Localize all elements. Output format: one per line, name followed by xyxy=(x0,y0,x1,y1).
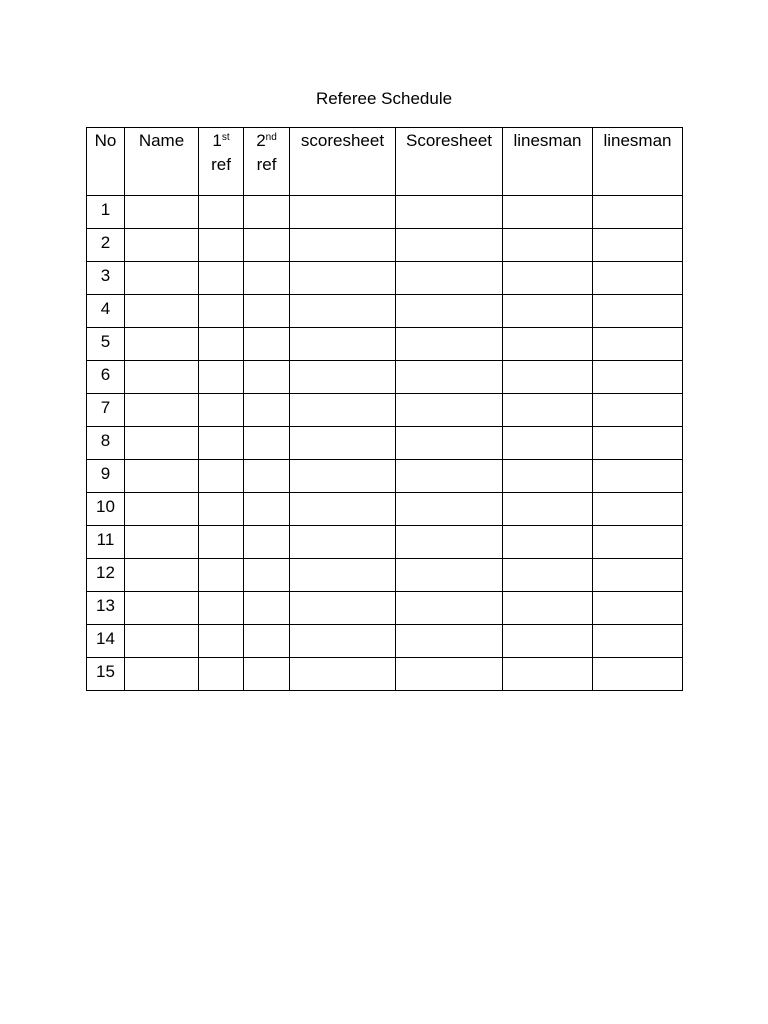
linesman-1-cell[interactable] xyxy=(503,394,593,427)
row-number: 3 xyxy=(87,262,125,295)
scoresheet-1-cell[interactable] xyxy=(290,559,396,592)
first-ref-cell[interactable] xyxy=(199,625,244,658)
table-row xyxy=(87,592,683,625)
linesman-2-cell[interactable] xyxy=(593,427,683,460)
scoresheet-2-cell[interactable] xyxy=(396,196,503,229)
header-scoresheet-1: scoresheet xyxy=(290,128,396,196)
linesman-2-cell[interactable] xyxy=(593,229,683,262)
first-ref-cell[interactable] xyxy=(199,592,244,625)
first-ref-cell[interactable] xyxy=(199,427,244,460)
scoresheet-2-cell[interactable] xyxy=(396,394,503,427)
first-ref-cell[interactable] xyxy=(199,196,244,229)
table-row xyxy=(87,262,683,295)
table-row xyxy=(87,328,683,361)
second-ref-cell[interactable] xyxy=(244,658,290,691)
linesman-2-cell[interactable] xyxy=(593,262,683,295)
scoresheet-2-cell[interactable] xyxy=(396,229,503,262)
table-row xyxy=(87,229,683,262)
linesman-2-cell[interactable] xyxy=(593,526,683,559)
header-first-ref-suffix: st xyxy=(221,132,230,143)
name-cell[interactable] xyxy=(125,394,199,427)
header-linesman-2: linesman xyxy=(593,128,683,196)
first-ref-cell[interactable] xyxy=(199,526,244,559)
table-row xyxy=(87,658,683,691)
first-ref-cell[interactable] xyxy=(199,658,244,691)
name-cell[interactable] xyxy=(125,295,199,328)
first-ref-cell[interactable] xyxy=(199,493,244,526)
second-ref-cell[interactable] xyxy=(244,493,290,526)
row-number: 15 xyxy=(87,658,125,691)
scoresheet-2-cell[interactable] xyxy=(396,493,503,526)
scoresheet-1-cell[interactable] xyxy=(290,526,396,559)
row-number: 7 xyxy=(87,394,125,427)
table-row xyxy=(87,526,683,559)
first-ref-cell[interactable] xyxy=(199,295,244,328)
header-second-ref-suffix: nd xyxy=(265,132,277,143)
second-ref-cell[interactable] xyxy=(244,625,290,658)
linesman-1-cell[interactable] xyxy=(503,526,593,559)
name-cell[interactable] xyxy=(125,658,199,691)
linesman-2-cell[interactable] xyxy=(593,559,683,592)
second-ref-cell[interactable] xyxy=(244,526,290,559)
scoresheet-1-cell[interactable] xyxy=(290,295,396,328)
linesman-1-cell[interactable] xyxy=(503,328,593,361)
linesman-2-cell[interactable] xyxy=(593,328,683,361)
first-ref-cell[interactable] xyxy=(199,559,244,592)
name-cell[interactable] xyxy=(125,526,199,559)
second-ref-cell[interactable] xyxy=(244,460,290,493)
linesman-2-cell[interactable] xyxy=(593,196,683,229)
linesman-2-cell[interactable] xyxy=(593,625,683,658)
scoresheet-1-cell[interactable] xyxy=(290,658,396,691)
linesman-2-cell[interactable] xyxy=(593,460,683,493)
first-ref-cell[interactable] xyxy=(199,394,244,427)
linesman-1-cell[interactable] xyxy=(503,295,593,328)
table-row xyxy=(87,625,683,658)
linesman-1-cell[interactable] xyxy=(503,460,593,493)
linesman-1-cell[interactable] xyxy=(503,196,593,229)
header-no: No xyxy=(87,128,125,196)
linesman-1-cell[interactable] xyxy=(503,559,593,592)
row-number: 2 xyxy=(87,229,125,262)
row-number: 6 xyxy=(87,361,125,394)
first-ref-cell[interactable] xyxy=(199,361,244,394)
scoresheet-1-cell[interactable] xyxy=(290,394,396,427)
header-second-ref-number: 2 xyxy=(256,131,266,150)
row-number: 9 xyxy=(87,460,125,493)
second-ref-cell[interactable] xyxy=(244,196,290,229)
name-cell[interactable] xyxy=(125,196,199,229)
linesman-1-cell[interactable] xyxy=(503,427,593,460)
linesman-2-cell[interactable] xyxy=(593,592,683,625)
header-first-ref-word: ref xyxy=(211,155,231,174)
scoresheet-2-cell[interactable] xyxy=(396,559,503,592)
scoresheet-1-cell[interactable] xyxy=(290,460,396,493)
table-row xyxy=(87,460,683,493)
linesman-2-cell[interactable] xyxy=(593,658,683,691)
first-ref-cell[interactable] xyxy=(199,262,244,295)
header-name: Name xyxy=(125,128,199,196)
header-row xyxy=(87,128,683,196)
scoresheet-2-cell[interactable] xyxy=(396,295,503,328)
header-first-ref-number: 1 xyxy=(212,131,222,150)
second-ref-cell[interactable] xyxy=(244,295,290,328)
scoresheet-2-cell[interactable] xyxy=(396,625,503,658)
scoresheet-1-cell[interactable] xyxy=(290,229,396,262)
name-cell[interactable] xyxy=(125,592,199,625)
scoresheet-1-cell[interactable] xyxy=(290,625,396,658)
row-number: 13 xyxy=(87,592,125,625)
second-ref-cell[interactable] xyxy=(244,427,290,460)
linesman-1-cell[interactable] xyxy=(503,493,593,526)
page-title: Referee Schedule xyxy=(315,89,453,108)
header-first-ref xyxy=(199,128,244,196)
second-ref-cell[interactable] xyxy=(244,394,290,427)
name-cell[interactable] xyxy=(125,427,199,460)
scoresheet-2-cell[interactable] xyxy=(396,361,503,394)
scoresheet-1-cell[interactable] xyxy=(290,196,396,229)
row-number: 1 xyxy=(87,196,125,229)
linesman-1-cell[interactable] xyxy=(503,361,593,394)
row-number: 8 xyxy=(87,427,125,460)
row-number: 12 xyxy=(87,559,125,592)
first-ref-cell[interactable] xyxy=(199,328,244,361)
scoresheet-1-cell[interactable] xyxy=(290,592,396,625)
name-cell[interactable] xyxy=(125,262,199,295)
scoresheet-2-cell[interactable] xyxy=(396,592,503,625)
table-row xyxy=(87,493,683,526)
table-row xyxy=(87,361,683,394)
row-number: 14 xyxy=(87,625,125,658)
scoresheet-2-cell[interactable] xyxy=(396,427,503,460)
second-ref-cell[interactable] xyxy=(244,229,290,262)
linesman-1-cell[interactable] xyxy=(503,625,593,658)
second-ref-cell[interactable] xyxy=(244,592,290,625)
second-ref-cell[interactable] xyxy=(244,361,290,394)
linesman-2-cell[interactable] xyxy=(593,493,683,526)
linesman-1-cell[interactable] xyxy=(503,658,593,691)
name-cell[interactable] xyxy=(125,229,199,262)
linesman-1-cell[interactable] xyxy=(503,592,593,625)
linesman-1-cell[interactable] xyxy=(503,229,593,262)
second-ref-cell[interactable] xyxy=(244,262,290,295)
row-number: 4 xyxy=(87,295,125,328)
header-scoresheet-2: Scoresheet xyxy=(396,128,503,196)
scoresheet-1-cell[interactable] xyxy=(290,427,396,460)
referee-schedule-table xyxy=(86,127,683,691)
name-cell[interactable] xyxy=(125,361,199,394)
schedule-body xyxy=(87,196,683,691)
name-cell[interactable] xyxy=(125,559,199,592)
header-second-ref-word: ref xyxy=(256,155,277,174)
second-ref-cell[interactable] xyxy=(244,328,290,361)
name-cell[interactable] xyxy=(125,625,199,658)
linesman-1-cell[interactable] xyxy=(503,262,593,295)
table-row xyxy=(87,427,683,460)
scoresheet-1-cell[interactable] xyxy=(290,361,396,394)
scoresheet-2-cell[interactable] xyxy=(396,328,503,361)
linesman-2-cell[interactable] xyxy=(593,361,683,394)
row-number: 10 xyxy=(87,493,125,526)
name-cell[interactable] xyxy=(125,460,199,493)
scoresheet-2-cell[interactable] xyxy=(396,460,503,493)
name-cell[interactable] xyxy=(125,328,199,361)
first-ref-cell[interactable] xyxy=(199,229,244,262)
row-number: 11 xyxy=(87,526,125,559)
linesman-2-cell[interactable] xyxy=(593,295,683,328)
table-row xyxy=(87,196,683,229)
header-second-ref xyxy=(244,128,290,196)
scoresheet-1-cell[interactable] xyxy=(290,493,396,526)
row-number: 5 xyxy=(87,328,125,361)
linesman-2-cell[interactable] xyxy=(593,394,683,427)
first-ref-cell[interactable] xyxy=(199,460,244,493)
name-cell[interactable] xyxy=(125,493,199,526)
scoresheet-2-cell[interactable] xyxy=(396,526,503,559)
table-row xyxy=(87,295,683,328)
scoresheet-2-cell[interactable] xyxy=(396,262,503,295)
table-row xyxy=(87,394,683,427)
scoresheet-1-cell[interactable] xyxy=(290,262,396,295)
scoresheet-1-cell[interactable] xyxy=(290,328,396,361)
scoresheet-2-cell[interactable] xyxy=(396,658,503,691)
table-row xyxy=(87,559,683,592)
second-ref-cell[interactable] xyxy=(244,559,290,592)
header-linesman-1: linesman xyxy=(503,128,593,196)
